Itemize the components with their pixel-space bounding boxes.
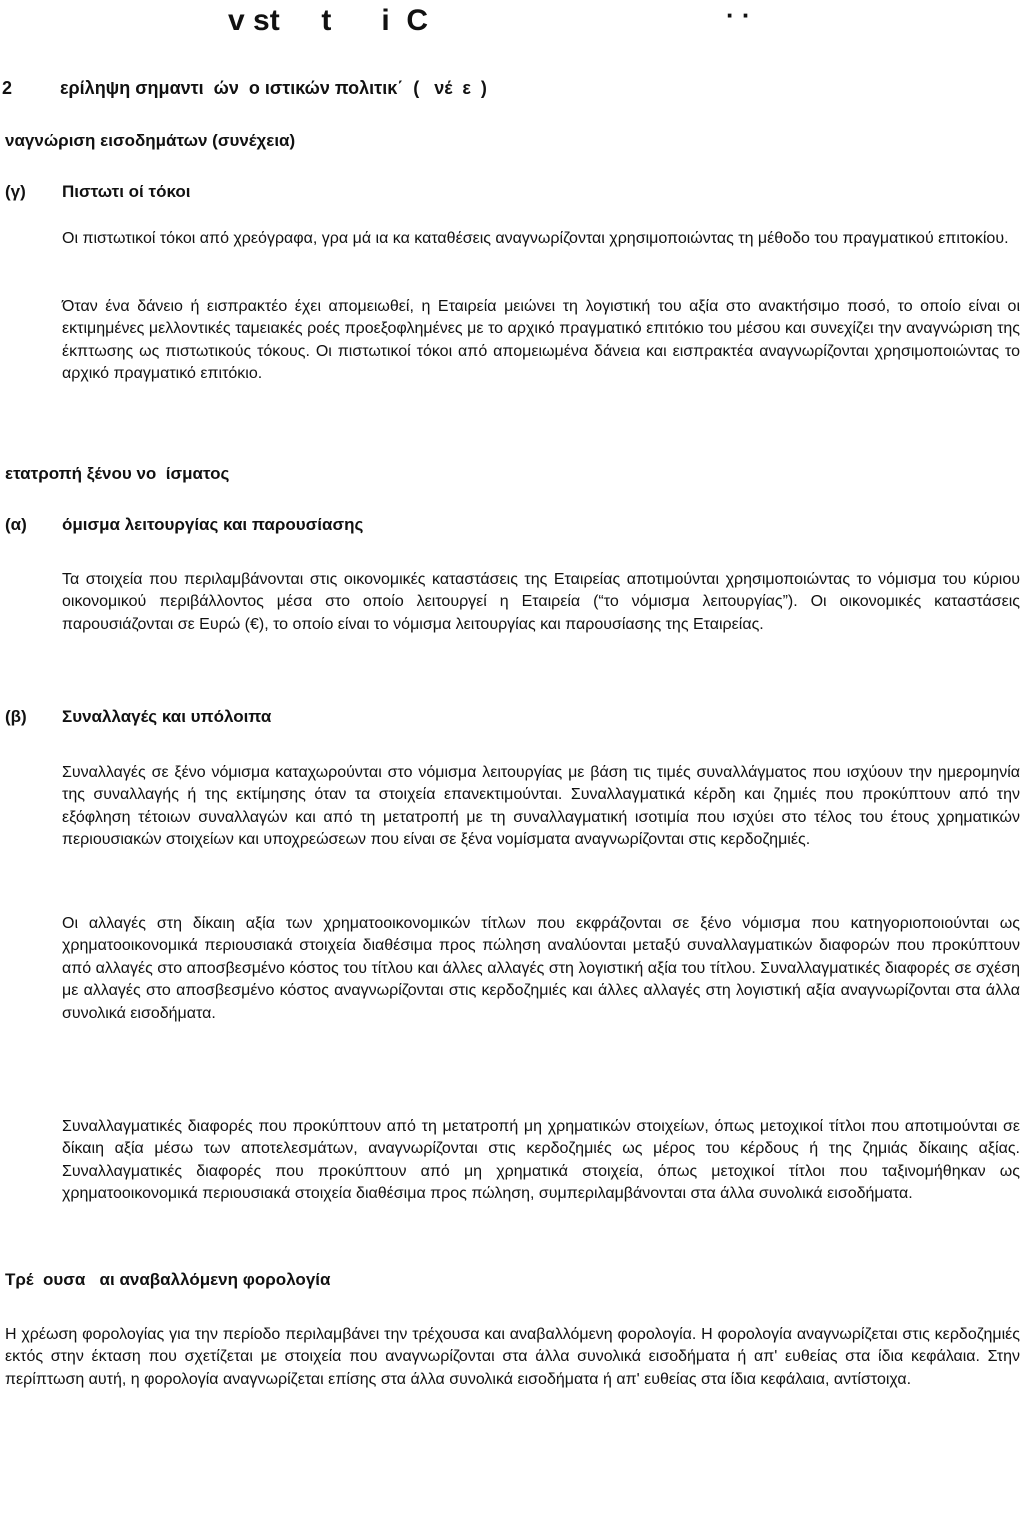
interest-income-paragraph-2: Όταν ένα δάνειο ή εισπρακτέο έχει απομειωθεί, η Εταιρεία μειώνει τη λογιστική του αξία στο ανακτήσιμο ποσό, το οποίο είναι οι εκτιμημένες μελλοντικές ταμειακές ροές προεξοφλημένες με το αρχικό πραγματικό επιτόκιο του μέσου και συνεχίζει την αναγνώριση της έκπτωσης ως πιστωτικούς τόκους. Οι πιστωτικοί τόκοι από απομειωμένα δάνεια και εισπρακτέα αναγνωρίζονται χρησιμοποιώντας το αρχικό πραγματικό επιτόκιο. <box>62 298 1020 383</box>
transactions-paragraph-3: Συναλλαγματικές διαφορές που προκύπτουν από τη μετατροπή μη χρηματικών στοιχείων, όπως μετοχικοί τίτλοι που αποτιμούνται σε δίκαιη αξία μέσω των αποτελεσμάτων, αναγνωρίζονται στις κερδοζημιές ως μέρος του κέρδους ή της ζημιάς δίκαιης αξίας. Συναλλαγματικές διαφορές που προκύπτουν από μη χρηματικά στοιχεία, όπως μετοχικοί τίτλοι που ταξινομήθηκαν ως χρηματοοικονομικά περιουσιακά στοιχεία διαθέσιμα προς πώληση, συμπεριλαμβάνονται στα άλλα συνολικά εισοδήματα. <box>62 1118 1020 1203</box>
transactions-title: Συναλλαγές και υπόλοιπα <box>62 707 272 726</box>
item-marker-beta: (β) <box>5 707 27 726</box>
functional-currency-paragraph: Τα στοιχεία που περιλαμβάνονται στις οικονομικές καταστάσεις της Εταιρείας αποτιμούνται χρησιμοποιώντας το νόμισμα του κύριου οικονομικού περιβάλλοντος μέσα στο οποίο λειτουργεί η Εταιρεία (“το νόμισμα λειτουργίας”). Οι οικονομικές καταστάσεις παρουσιάζονται σε Ευρώ (€), το οποίο είναι το νόμισμα λειτουργίας και παρουσίασης της Εταιρείας. <box>62 571 1020 633</box>
transactions-paragraph-1: Συναλλαγές σε ξένο νόμισμα καταχωρούνται στο νόμισμα λειτουργίας με βάση τις τιμές συναλλάγματος που ισχύουν την ημερομηνία της συναλλαγής ή της εκτίμησης όταν τα στοιχεία επανεκτιμούνται. Συναλλαγματικά κέρδη και ζημιές που προκύπτουν από την εξόφληση τέτοιων συναλλαγών και από τη μετατροπή με τη συναλλαγματική ισοτιμία που ισχύει στο τέλος του έτους χρηματικών περιουσιακών στοιχείων και υποχρεώσεων που είναι σε ξένα νομίσματα αναγνωρίζονται στις κερδοζημιές. <box>62 764 1020 849</box>
item-marker-alpha: (α) <box>5 515 27 534</box>
page-header-title: v st t i C <box>228 4 429 37</box>
page-header-marks: · · <box>726 0 751 30</box>
functional-currency-title: όμισμα λειτουργίας και παρουσίασης <box>62 515 364 534</box>
tax-heading: Τρέ ουσα αι αναβαλλόμενη φορολογία <box>5 1270 331 1289</box>
interest-income-paragraph-1: Οι πιστωτικοί τόκοι από χρεόγραφα, γρα μά ια κα καταθέσεις αναγνωρίζονται χρησιμοποιώντας τη μέθοδο του πραγματικού επιτοκίου. <box>62 230 1009 247</box>
section-number: 2 <box>2 78 13 98</box>
transactions-paragraph-2: Οι αλλαγές στη δίκαιη αξία των χρηματοοικονομικών τίτλων που εκφράζονται σε ξένο νόμισμα που κατηγοριοποιούνται ως χρηματοοικονομικά περιουσιακά στοιχεία διαθέσιμα προς πώληση αναλύονται μεταξύ συναλλαγματικών διαφορών που προκύπτουν από αλλαγές στο αποσβεσμένο κόστος του τίτλου και άλλες αλλαγές στη λογιστική αξία του τίτλου. Συναλλαγματικές διαφορές σε σχέση με αλλαγές στο αποσβεσμένο κόστος αναγνωρίζονται στις κερδοζημιές και άλλες αλλαγές στη λογιστική αξία αναγνωρίζονται στα άλλα συνολικά εισοδήματα. <box>62 915 1020 1022</box>
item-marker-gamma: (γ) <box>5 182 26 201</box>
section-title: ερίληψη σημαντι ών ο ιστικών πολιτικ΄ ( νέ ε ) <box>60 78 487 98</box>
tax-paragraph: Η χρέωση φορολογίας για την περίοδο περιλαμβάνει την τρέχουσα και αναβαλλόμενη φορολογία. Η φορολογία αναγνωρίζεται στις κερδοζημιές εκτός στην έκταση που σχετίζεται με στοιχεία που αναγνωρίζονται στα άλλα συνολικά εισοδήματα ή απ' ευθείας στα ίδια κεφάλαια. Στην περίπτωση αυτή, η φορολογία αναγνωρίζεται επίσης στα άλλα συνολικά εισοδήματα ή απ' ευθείας στα ίδια κεφάλαια, αντίστοιχα. <box>5 1326 1020 1388</box>
interest-income-title: Πιστωτι οί τόκοι <box>62 182 191 201</box>
revenue-heading: ναγνώριση εισοδημάτων (συνέχεια) <box>5 131 296 150</box>
fx-heading: ετατροπή ξένου νο ίσματος <box>5 464 230 483</box>
